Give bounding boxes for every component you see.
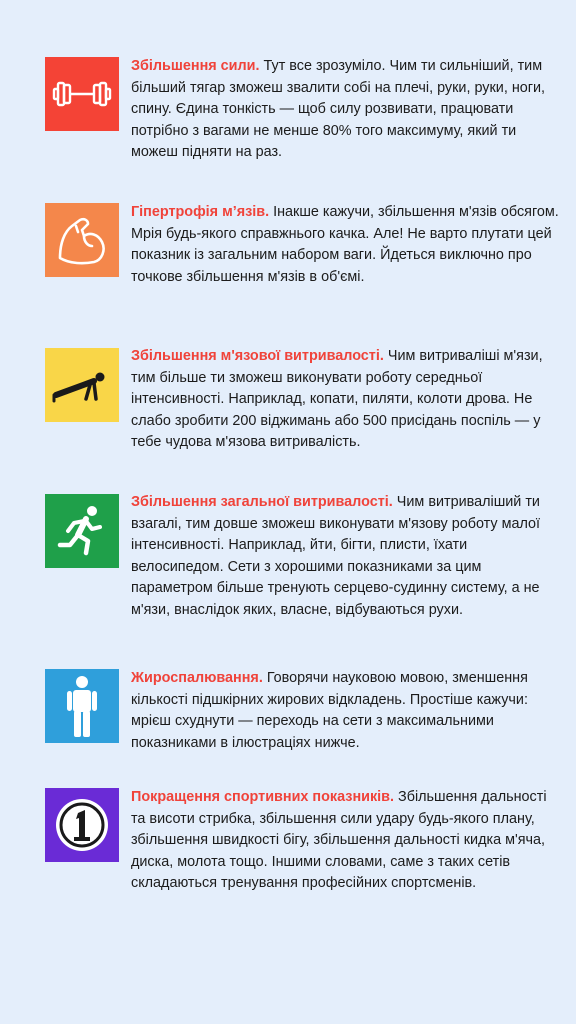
list-item-title: Гіпертрофія м’язів. — [131, 204, 270, 220]
list-item-text — [131, 492, 561, 622]
list-item-body: Інакше кажучи, збільшення м'язів обсягом. Мрія будь-якого справжнього качка. Але! Не варто плутати цей показник із загальним набором ваги. Йдеться виключно про точкове збільшення м'язів в об'ємі. — [131, 204, 559, 285]
list-item-text — [131, 56, 561, 164]
list-item-body: Чим витриваліший ти взагалі, тим довше зможеш виконувати м'язову роботу малої інтенсивності. Наприклад, йти, бігти, плисти, їхати велосипедом. Сети з хорошими показниками за цим параметром більше тренують серцево-судинну систему, а не м'язи, внаслідок яких, власне, відбуваються рухи. — [131, 494, 541, 618]
running-person-icon — [45, 494, 119, 568]
standing-person-icon — [45, 669, 119, 743]
list-item-title: Збільшення м'язової витривалості. — [131, 348, 384, 364]
list-item-text — [131, 668, 561, 754]
list-item-text — [131, 787, 561, 895]
number-one-icon — [45, 788, 119, 862]
list-item-body: Збільшення дальності та висоти стрибка, збільшення сили удару будь-якого плану, збільшення швидкості бігу, збільшення дальності кидка м'яча, диска, молота тощо. Іншими словами, саме з таких сетів складаються тренування професійних спортсменів. — [131, 789, 547, 892]
list-item-body: Говорячи науковою мовою, зменшення кількості підшкірних жирових відкладень. Простіше кажучи: мрієш схуднути — переходь на сети з максимальними показниками в ілюстраціях нижче. — [131, 670, 528, 751]
list-item-title: Жироспалювання. — [131, 670, 263, 686]
list-item-body: Тут все зрозуміло. Чим ти сильніший, тим більший тягар зможеш звалити собі на плечі, руки, руки, ноги, спину. Єдина тонкість — щоб силу розвивати, працювати потрібно з вагами не менше 80% того максимуму, який ти можеш підняти на раз. — [131, 58, 546, 161]
dumbbell-icon — [45, 57, 119, 131]
list-item-title: Збільшення сили. — [131, 58, 260, 74]
flexed-bicep-icon — [45, 203, 119, 277]
list-item-text — [131, 202, 561, 288]
list-item-text — [131, 346, 561, 454]
list-item-body: Чим витриваліші м'язи, тим більше ти зможеш виконувати роботу середньої інтенсивності. Наприклад, копати, пиляти, колоти дрова. Не слабо зробити 200 віджимань або 500 присідань поспіль — у тебе чудова м'язова витривалість. — [131, 348, 543, 451]
list-item-title: Покращення спортивних показників. — [131, 789, 395, 805]
push-up-icon — [45, 348, 119, 422]
list-item-title: Збільшення загальної витривалості. — [131, 494, 393, 510]
